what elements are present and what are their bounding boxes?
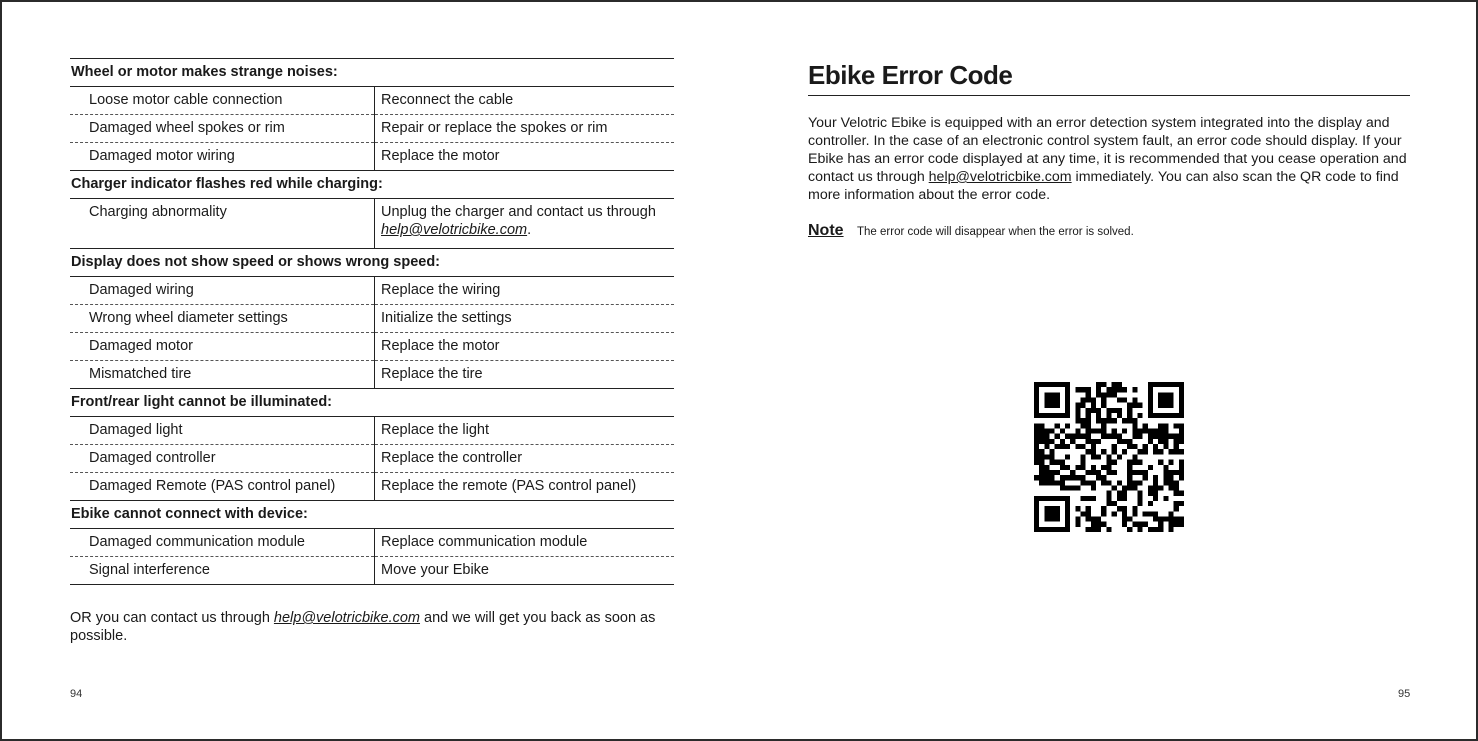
solution-cell: Reconnect the cable [375,87,675,115]
table-row [70,417,674,445]
solution-cell: Repair or replace the spokes or rim [375,115,675,143]
section-header: Front/rear light cannot be illuminated: [70,389,674,417]
table-row [70,557,674,585]
cause-cell: Damaged wiring [70,277,375,305]
qr-code-icon[interactable] [1034,382,1184,532]
contact-footer: OR you can contact us through help@velotricbike.com and we will get you back as soon as possible. [70,610,656,644]
intro-paragraph: Your Velotric Ebike is equipped with an error detection system integrated into the display and controller. In the case of an electronic control system fault, an error code should display. If your Ebike has an error code displayed at any time, it is recommended that you cease operation and contact us through help@velotricbike.com immediately. You can also scan the QR code to find more information about the error code. [808,115,1407,203]
table-row [70,143,674,171]
table-row [70,445,674,473]
solution-cell: Replace the motor [375,143,675,171]
table-row [70,305,674,333]
cause-cell: Damaged motor [70,333,375,361]
solution-cell: Replace the light [375,417,675,445]
left-page [70,58,674,645]
cause-cell: Damaged communication module [70,529,375,557]
right-page [808,60,1410,240]
table-row [70,333,674,361]
solution-cell: Replace the remote (PAS control panel) [375,473,675,501]
note-block [808,222,1410,240]
table-row [70,115,674,143]
cause-cell: Damaged motor wiring [70,143,375,171]
page-title: Ebike Error Code [808,60,1410,96]
solution-cell: Replace the motor [375,333,675,361]
support-email-link[interactable]: help@velotricbike.com [928,169,1072,185]
solution-cell: Replace the wiring [375,277,675,305]
support-email-link[interactable]: help@velotricbike.com [273,610,421,626]
troubleshooting-table [70,58,674,585]
table-row [70,529,674,557]
cause-cell: Damaged wheel spokes or rim [70,115,375,143]
cause-cell: Wrong wheel diameter settings [70,305,375,333]
table-row [70,199,674,249]
solution-cell: Replace the tire [375,361,675,389]
table-row [70,361,674,389]
solution-cell: Move your Ebike [375,557,675,585]
solution-cell: Initialize the settings [375,305,675,333]
section-header: Charger indicator flashes red while charging: [70,171,674,199]
cause-cell: Damaged Remote (PAS control panel) [70,473,375,501]
cause-cell: Signal interference [70,557,375,585]
cause-cell: Mismatched tire [70,361,375,389]
solution-suffix: . [527,222,532,238]
solution-cell: Replace the controller [375,445,675,473]
table-row [70,87,674,115]
section-header: Wheel or motor makes strange noises: [70,59,674,87]
section-header: Ebike cannot connect with device: [70,501,674,529]
page-number-right: 95 [1398,688,1411,700]
page-number-left: 94 [70,688,83,700]
table-row [70,473,674,501]
solution-cell [375,199,675,249]
cause-cell: Damaged light [70,417,375,445]
cause-cell: Charging abnormality [70,199,375,249]
table-row [70,277,674,305]
note-text: The error code will disappear when the error is solved. [857,226,1134,238]
cause-cell: Damaged controller [70,445,375,473]
cause-cell: Loose motor cable connection [70,87,375,115]
note-label: Note [808,222,844,239]
support-email-link[interactable]: help@velotricbike.com [381,222,528,238]
solution-cell: Replace communication module [375,529,675,557]
solution-text: Unplug the charger and contact us through [381,204,656,220]
section-header: Display does not show speed or shows wrong speed: [70,249,674,277]
